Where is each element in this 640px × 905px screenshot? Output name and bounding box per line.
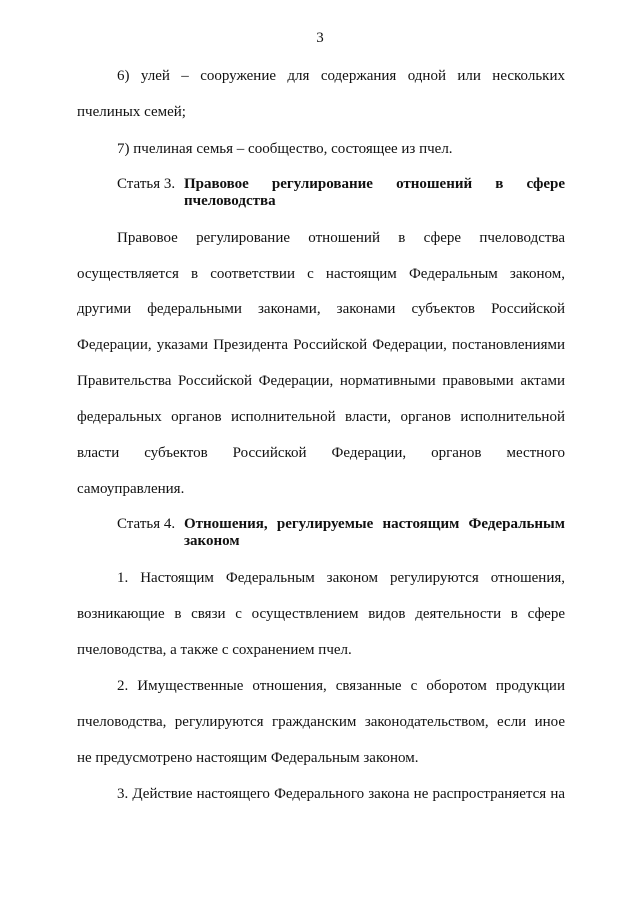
article-4-p2-line: не предусмотрено настоящим Федеральным законом. xyxy=(77,750,419,766)
article-4-p2-line: пчеловодства, регулируются гражданским законодательством, если иное xyxy=(77,714,565,730)
item-6-line-1: 6) улей – сооружение для содержания одной или нескольких xyxy=(117,68,565,84)
item-6-line-2: пчелиных семей; xyxy=(77,104,186,120)
article-3-text-line: Федерации, указами Президента Российской Федерации, постановлениями xyxy=(77,337,565,353)
page-number: 3 xyxy=(316,30,324,46)
article-3-label: Статья 3. xyxy=(117,176,176,192)
article-4-label: Статья 4. xyxy=(117,516,176,532)
article-3-text-line: самоуправления. xyxy=(77,481,185,497)
article-3-title xyxy=(184,176,565,210)
article-3-title-line-1: Правовое регулирование отношений в сфере xyxy=(184,176,565,192)
article-3-text-line: федеральных органов исполнительной власти, органов исполнительной xyxy=(77,409,565,425)
article-4-p2-line: 2. Имущественные отношения, связанные с оборотом продукции xyxy=(117,678,565,694)
article-3-text-line: Правовое регулирование отношений в сфере пчеловодства xyxy=(117,230,565,246)
item-7: 7) пчелиная семья – сообщество, состоящее из пчел. xyxy=(117,141,453,157)
article-3-text-line: осуществляется в соответствии с настоящим Федеральным законом, xyxy=(77,266,565,282)
article-4-title xyxy=(184,516,565,550)
article-4-p1-line: возникающие в связи с осуществлением видов деятельности в сфере xyxy=(77,606,565,622)
article-4-title-line-1: Отношения, регулируемые настоящим Федеральным xyxy=(184,516,565,532)
article-4-p3-line: 3. Действие настоящего Федерального закона не распространяется на xyxy=(117,786,565,802)
article-3-text-line: Правительства Российской Федерации, нормативными правовыми актами xyxy=(77,373,565,389)
article-4-p1-line: пчеловодства, а также с сохранением пчел. xyxy=(77,642,352,658)
article-3-text-line: власти субъектов Российской Федерации, органов местного xyxy=(77,445,565,461)
article-3-text-line: другими федеральными законами, законами субъектов Российской xyxy=(77,301,565,317)
article-4-p1-line: 1. Настоящим Федеральным законом регулируются отношения, xyxy=(117,570,565,586)
article-4-title-line-2: законом xyxy=(184,533,240,549)
article-3-title-line-2: пчеловодства xyxy=(184,193,276,209)
